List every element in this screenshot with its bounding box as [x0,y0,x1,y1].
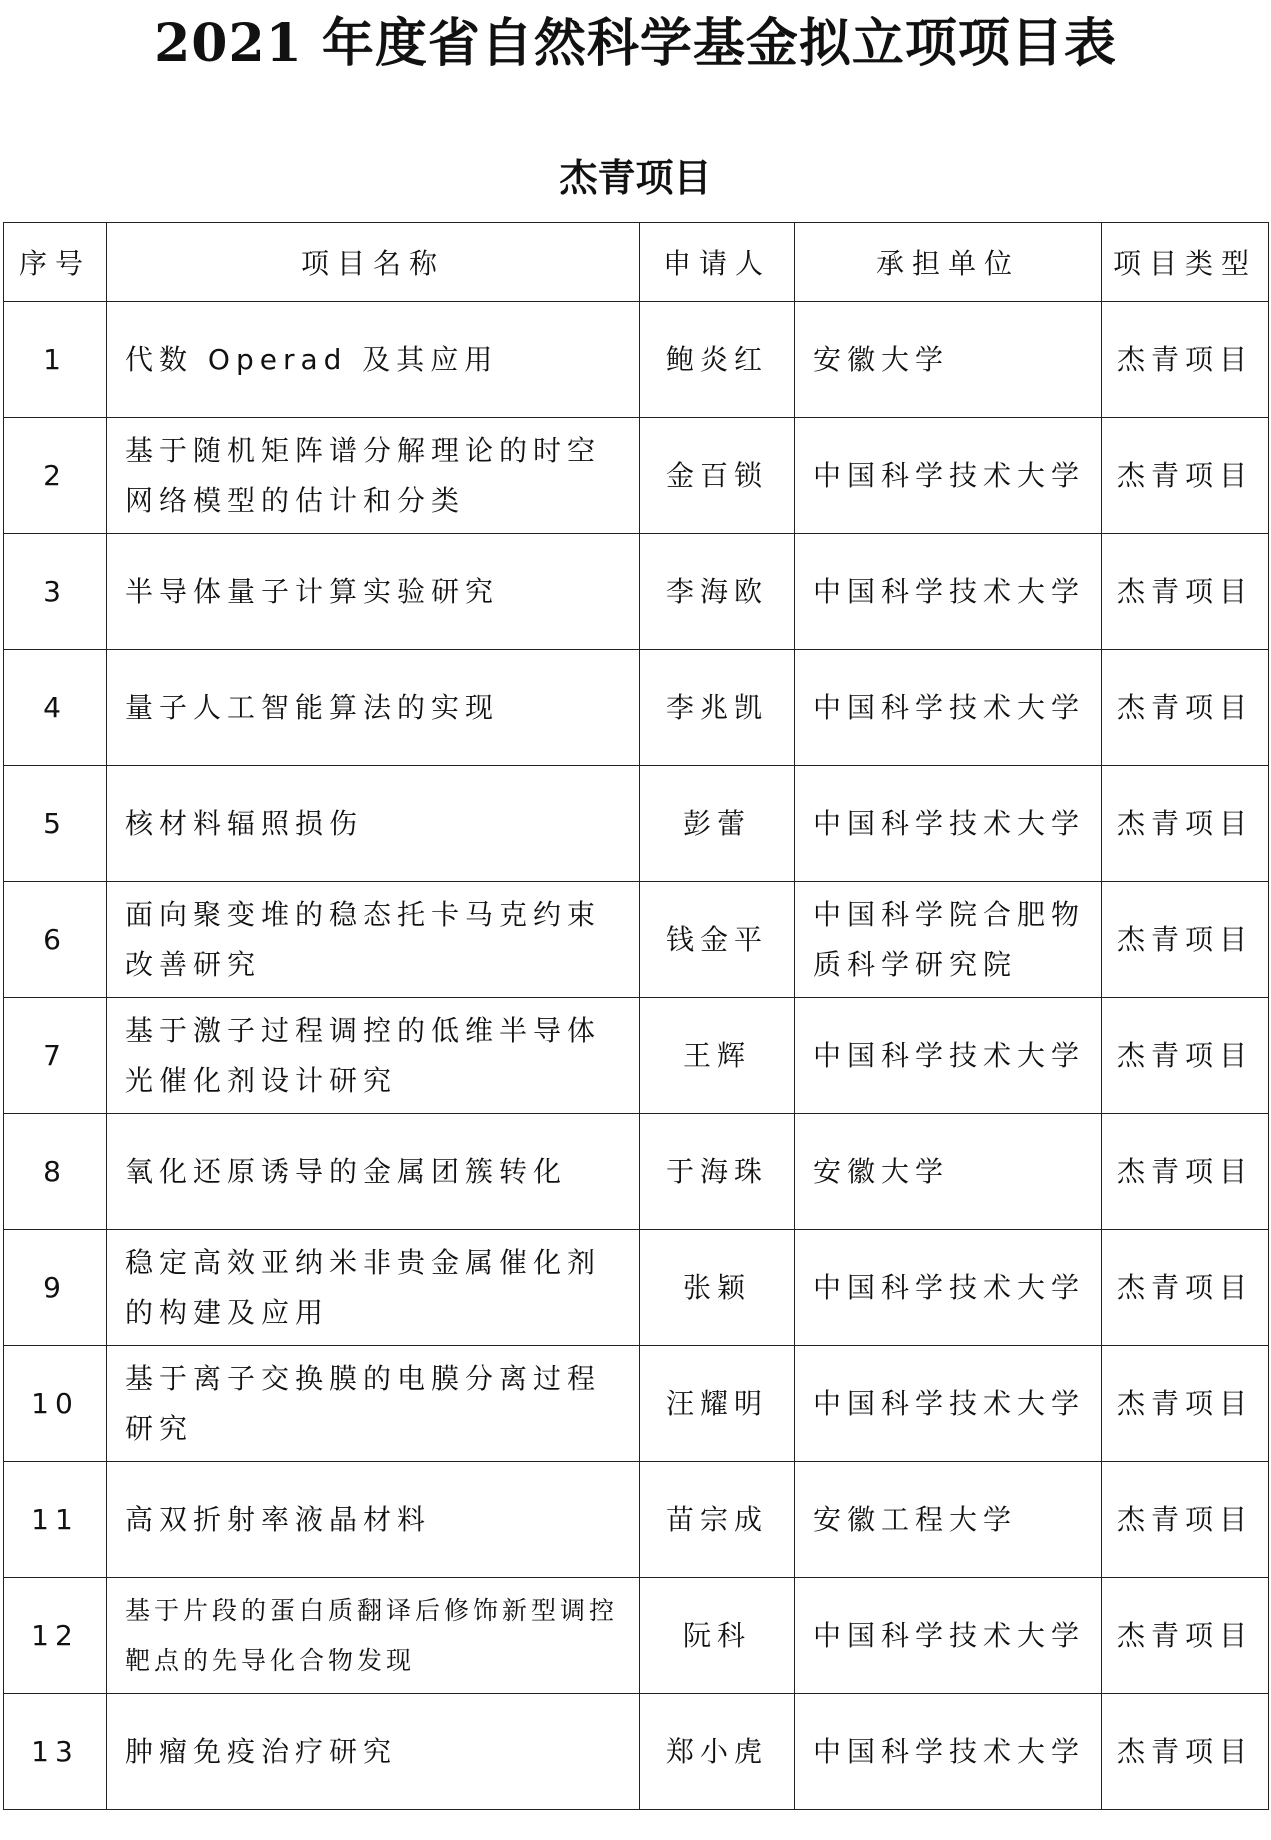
document-title: 2021 年度省自然科学基金拟立项项目表 [154,13,1117,74]
section-title: 杰青项目 [559,156,712,200]
host-unit: 中国科学技术大学 [795,998,1102,1114]
header-type: 项目类型 [1102,223,1269,302]
host-unit: 中国科学技术大学 [795,1230,1102,1346]
applicant: 张颖 [640,1230,795,1346]
project-type: 杰青项目 [1102,766,1269,882]
host-unit: 中国科学技术大学 [795,766,1102,882]
host-unit: 安徽大学 [795,302,1102,418]
table-row [4,882,1269,998]
project-type: 杰青项目 [1102,1694,1269,1810]
project-name: 肿瘤免疫治疗研究 [107,1694,640,1810]
host-unit: 安徽大学 [795,1114,1102,1230]
project-type: 杰青项目 [1102,1578,1269,1694]
project-name: 氧化还原诱导的金属团簇转化 [107,1114,640,1230]
project-name: 稳定高效亚纳米非贵金属催化剂的构建及应用 [107,1230,640,1346]
header-unit: 承担单位 [795,223,1102,302]
applicant: 李兆凯 [640,650,795,766]
host-unit: 中国科学技术大学 [795,418,1102,534]
applicant: 钱金平 [640,882,795,998]
table-row [4,534,1269,650]
project-type: 杰青项目 [1102,1114,1269,1230]
row-index: 9 [4,1230,107,1346]
row-index: 2 [4,418,107,534]
project-type: 杰青项目 [1102,1346,1269,1462]
applicant: 郑小虎 [640,1694,795,1810]
table-row [4,1694,1269,1810]
project-name: 量子人工智能算法的实现 [107,650,640,766]
row-index: 10 [4,1346,107,1462]
table-row [4,418,1269,534]
project-type: 杰青项目 [1102,882,1269,998]
table-row [4,1346,1269,1462]
project-name: 基于激子过程调控的低维半导体光催化剂设计研究 [107,998,640,1114]
project-name: 代数 Operad 及其应用 [107,302,640,418]
table-row [4,302,1269,418]
row-index: 3 [4,534,107,650]
project-name: 高双折射率液晶材料 [107,1462,640,1578]
row-index: 13 [4,1694,107,1810]
table-row [4,1462,1269,1578]
applicant: 苗宗成 [640,1462,795,1578]
applicant: 彭蕾 [640,766,795,882]
row-index: 5 [4,766,107,882]
table-row [4,998,1269,1114]
table-body [4,302,1269,1810]
header-applicant: 申请人 [640,223,795,302]
host-unit: 中国科学技术大学 [795,1578,1102,1694]
row-index: 7 [4,998,107,1114]
table-row [4,1230,1269,1346]
table-row [4,1114,1269,1230]
project-name: 基于片段的蛋白质翻译后修饰新型调控靶点的先导化合物发现 [107,1578,640,1694]
header-row [4,223,1269,302]
row-index: 1 [4,302,107,418]
applicant: 阮科 [640,1578,795,1694]
row-index: 11 [4,1462,107,1578]
table-header [4,223,1269,302]
project-name: 核材料辐照损伤 [107,766,640,882]
host-unit: 中国科学技术大学 [795,1346,1102,1462]
table-row [4,650,1269,766]
header-index: 序号 [4,223,107,302]
applicant: 汪耀明 [640,1346,795,1462]
project-type: 杰青项目 [1102,534,1269,650]
table-row [4,766,1269,882]
host-unit: 安徽工程大学 [795,1462,1102,1578]
host-unit: 中国科学院合肥物质科学研究院 [795,882,1102,998]
project-type: 杰青项目 [1102,302,1269,418]
project-type: 杰青项目 [1102,1230,1269,1346]
table-row [4,1578,1269,1694]
host-unit: 中国科学技术大学 [795,1694,1102,1810]
project-type: 杰青项目 [1102,650,1269,766]
project-table [3,222,1269,1810]
row-index: 12 [4,1578,107,1694]
project-name: 面向聚变堆的稳态托卡马克约束改善研究 [107,882,640,998]
row-index: 6 [4,882,107,998]
applicant: 于海珠 [640,1114,795,1230]
project-name: 基于随机矩阵谱分解理论的时空网络模型的估计和分类 [107,418,640,534]
applicant: 金百锁 [640,418,795,534]
project-type: 杰青项目 [1102,1462,1269,1578]
host-unit: 中国科学技术大学 [795,650,1102,766]
host-unit: 中国科学技术大学 [795,534,1102,650]
project-name: 半导体量子计算实验研究 [107,534,640,650]
project-name: 基于离子交换膜的电膜分离过程研究 [107,1346,640,1462]
header-project-name: 项目名称 [107,223,640,302]
applicant: 李海欧 [640,534,795,650]
applicant: 王辉 [640,998,795,1114]
row-index: 4 [4,650,107,766]
row-index: 8 [4,1114,107,1230]
project-type: 杰青项目 [1102,418,1269,534]
project-type: 杰青项目 [1102,998,1269,1114]
applicant: 鲍炎红 [640,302,795,418]
